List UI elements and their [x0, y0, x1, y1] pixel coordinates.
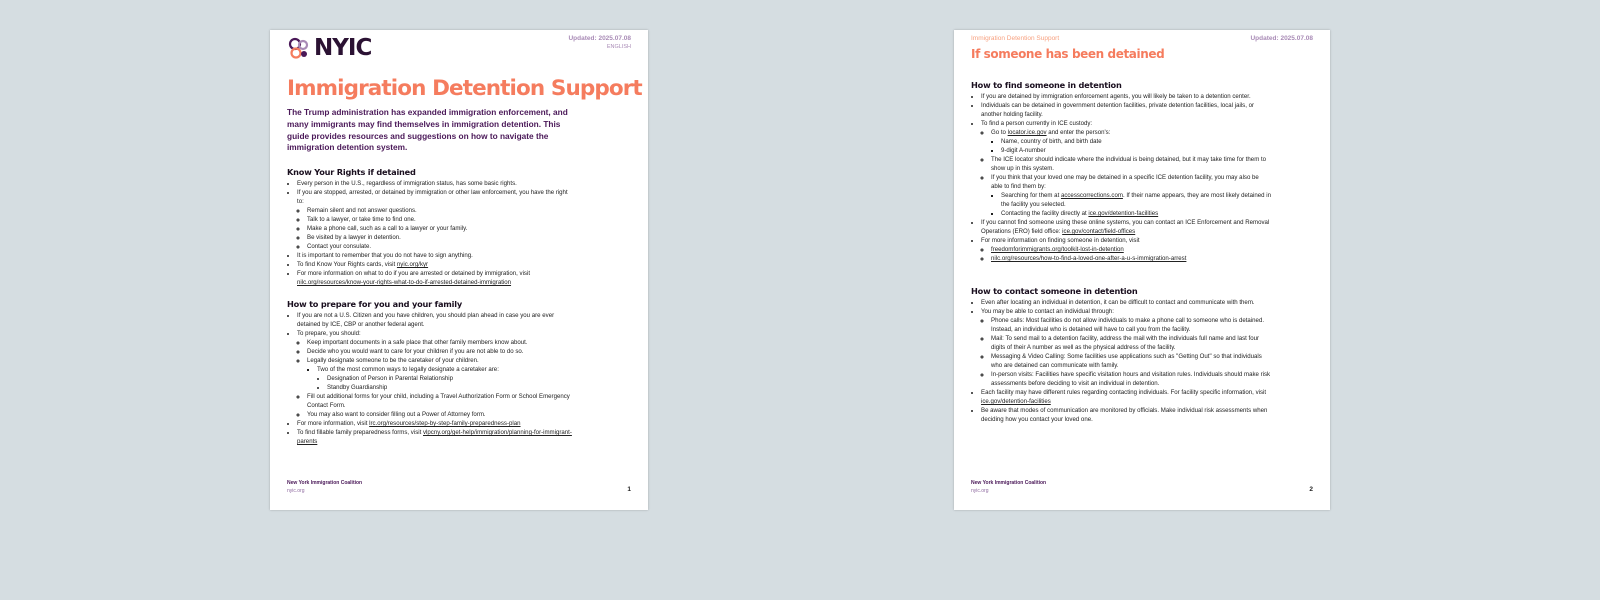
- list-item: ◦ Contact your consulate.: [307, 242, 572, 251]
- list-item: [297, 188, 572, 251]
- list-item: • Even after locating an individual in detention, it can be difficult to contact and communicate with them.: [981, 298, 1271, 307]
- list-item: ◦ Phone calls: Most facilities do not allow individuals to make a phone call to someone who is detained. Instead, an individual who is detained will have to call you from the facility.: [991, 316, 1271, 334]
- freedom-for-immigrants-link[interactable]: freedomforimmigrants.org/toolkit-lost-in-detention: [991, 246, 1124, 253]
- list-item-text: and enter the person's:: [1046, 129, 1111, 136]
- detention-facilities-link[interactable]: ice.gov/detention-facilities: [1088, 210, 1159, 217]
- lrc-link[interactable]: lrc.org/resources/step-by-step-family-preparedness-plan: [369, 420, 521, 427]
- list-item: ◦ Fill out additional forms for your child, including a Travel Authorization Form or School Emergency Contact Form.: [307, 392, 572, 410]
- bullet-list: [287, 179, 572, 287]
- detention-facilities-link[interactable]: ice.gov/detention-facilities: [981, 398, 1051, 405]
- section-prepare-family: [287, 299, 572, 446]
- list-item: [991, 245, 1271, 254]
- list-item: [981, 307, 1271, 388]
- page-number: 1: [627, 486, 631, 493]
- list-item: [307, 356, 572, 392]
- section-heading: How to contact someone in detention: [971, 286, 1138, 296]
- list-item: ▪ Name, country of birth, and birth date: [1001, 137, 1271, 146]
- list-item: [297, 329, 572, 419]
- list-item: ◦ Decide who you would want to care for your children if you are not able to do so.: [307, 347, 572, 356]
- list-item: [297, 260, 572, 269]
- page-number: 2: [1309, 486, 1313, 493]
- list-item: ◦ In-person visits: Facilities have specific visitation hours and visitation rules. Individuals should make risk assessments before deciding to visit an individual in detention.: [991, 370, 1271, 388]
- updated-date: Updated: 2025.07.08: [568, 35, 631, 42]
- sub-list: [991, 191, 1271, 218]
- footer-organization: New York Immigration Coalition: [287, 480, 363, 486]
- footer-organization: New York Immigration Coalition: [971, 480, 1047, 486]
- sub-list: [981, 128, 1271, 218]
- list-item: ◦ You may also want to consider filling out a Power of Attorney form.: [307, 410, 572, 419]
- section-contact-someone: [971, 286, 1271, 424]
- section-heading: How to prepare for you and your family: [287, 299, 462, 309]
- list-item: • Be aware that modes of communication are monitored by officials. Make individual risk assessments when deciding how you contact your loved one.: [981, 406, 1271, 424]
- list-item: [981, 218, 1271, 236]
- bullet-list: [971, 298, 1271, 424]
- sub-list: [981, 245, 1271, 263]
- page-title: If someone has been detained: [971, 47, 1165, 61]
- list-item: [297, 419, 572, 428]
- list-item: ◦ Mail: To send mail to a detention facility, address the mail with the individuals full name and last four digits of their A number as well as the physical address of the facility.: [991, 334, 1271, 352]
- list-item: ◦ Messaging & Video Calling: Some facilities use applications such as "Getting Out" so that individuals who are detained can communicate with family.: [991, 352, 1271, 370]
- intro-paragraph: The Trump administration has expanded immigration enforcement, and many immigrants may find themselves in immigration detention. This guide provides resources and suggestions on how to navigate the immigration detention system.: [287, 107, 568, 153]
- list-item-text: You may be able to contact an individual through:: [981, 308, 1114, 315]
- list-item: [991, 128, 1271, 155]
- list-item: ◦ The ICE locator should indicate where the individual is being detained, but it may take time for them to show up in this system.: [991, 155, 1271, 173]
- list-item: [981, 236, 1271, 263]
- list-item-text: For more information on what to do if you are arrested or detained by immigration, visit: [297, 270, 531, 277]
- list-item: [981, 119, 1271, 218]
- list-item: ◦ Talk to a lawyer, or take time to find one.: [307, 215, 572, 224]
- nyic-logo-icon: [287, 36, 311, 60]
- list-item: • Individuals can be detained in government detention facilities, private detention facilities, local jails, or another holding facility.: [981, 101, 1271, 119]
- list-item-text: Each facility may have different rules regarding contacting individuals. For facility specific information, visit: [981, 389, 1267, 396]
- list-item: [297, 269, 572, 287]
- list-item: [991, 254, 1271, 263]
- list-item-text: If you cannot find someone using these online systems, you can contact an ICE Enforcement and Removal Operations (ERO) field office:: [981, 219, 1270, 235]
- list-item-text: If you are stopped, arrested, or detained by immigration or other law enforcement, you have the right to:: [297, 189, 568, 205]
- nyic-logo: [287, 35, 371, 61]
- list-item: ◦ Be visited by a lawyer in detention.: [307, 233, 572, 242]
- list-item: [297, 428, 572, 446]
- field-offices-link[interactable]: ice.gov/contact/field-offices: [1062, 228, 1136, 235]
- vlpcny-link[interactable]: vlpcny.org/get-help/immigration/planning-for-immigrant-parents: [297, 429, 572, 445]
- updated-date: Updated: 2025.07.08: [1250, 35, 1313, 42]
- logo-text: NYIC: [314, 35, 372, 61]
- bullet-list: [971, 92, 1271, 263]
- sub-list: [317, 374, 572, 392]
- sub-list: [981, 316, 1271, 388]
- list-item: [991, 173, 1271, 218]
- list-item: • Every person in the U.S., regardless of immigration status, has some basic rights.: [297, 179, 572, 188]
- bullet-list: [287, 311, 572, 446]
- page-title: Immigration Detention Support: [287, 76, 642, 101]
- kyr-link[interactable]: nyic.org/kyr: [396, 261, 429, 268]
- section-know-your-rights: [287, 167, 572, 287]
- list-item-text: Contacting the facility directly at: [1001, 210, 1089, 217]
- list-item-text: To find Know Your Rights cards, visit: [297, 261, 397, 268]
- list-item: ◦ Make a phone call, such as a call to a lawyer or your family.: [307, 224, 572, 233]
- list-item: • If you are not a U.S. Citizen and you have children, you should plan ahead in case you are ever detained by ICE, CBP or another federal agent.: [297, 311, 572, 329]
- document-page-2: [954, 30, 1330, 510]
- list-item-text: Two of the most common ways to legally designate a caretaker are:: [317, 366, 499, 373]
- sub-list: [297, 206, 572, 251]
- ice-locator-link[interactable]: locator.ice.gov: [1007, 129, 1047, 136]
- sub-list: [307, 365, 572, 392]
- footer-url: nyic.org: [971, 488, 989, 494]
- footer-url: nyic.org: [287, 488, 305, 494]
- list-item: • Designation of Person in Parental Relationship: [327, 374, 572, 383]
- section-heading: Know Your Rights if detained: [287, 167, 416, 177]
- list-item: ▪ 9-digit A-number: [1001, 146, 1271, 155]
- nilc-find-loved-one-link[interactable]: nilc.org/resources/how-to-find-a-loved-one-after-a-u-s-immigration-arrest: [991, 255, 1187, 262]
- list-item-text: If you think that your loved one may be detained in a specific ICE detention facility, you may also be able to find them by:: [991, 174, 1259, 190]
- sub-list: [297, 338, 572, 419]
- list-item: • Standby Guardianship: [327, 383, 572, 392]
- list-item: ◦ Remain silent and not answer questions.: [307, 206, 572, 215]
- document-page-1: [270, 30, 648, 510]
- list-item-text: To find fillable family preparedness forms, visit: [297, 429, 423, 436]
- list-item: [1001, 191, 1271, 209]
- list-item: • If you are detained by immigration enforcement agents, you will likely be taken to a detention center.: [981, 92, 1271, 101]
- list-item: • It is important to remember that you do not have to sign anything.: [297, 251, 572, 260]
- section-heading: How to find someone in detention: [971, 80, 1122, 90]
- running-header: Immigration Detention Support: [971, 35, 1060, 42]
- list-item: [317, 365, 572, 392]
- language-label: ENGLISH: [606, 44, 631, 50]
- sub-list: [991, 137, 1271, 155]
- list-item-text: . If their name appears, they are most likely detained in the facility you selected.: [1001, 192, 1271, 208]
- list-item-text: For more information on finding someone in detention, visit: [981, 237, 1140, 244]
- list-item: [981, 388, 1271, 406]
- accesscorrections-link[interactable]: accesscorrections.com: [1060, 192, 1123, 199]
- list-item-text: To prepare, you should:: [297, 330, 361, 337]
- section-find-someone: [971, 80, 1271, 263]
- list-item-text: To find a person currently in ICE custody:: [981, 120, 1093, 127]
- list-item-text: Searching for them at: [1001, 192, 1061, 199]
- list-item-text: For more information, visit: [297, 420, 370, 427]
- list-item-text: Legally designate someone to be the caretaker of your children.: [307, 357, 479, 364]
- list-item-text: Go to: [991, 129, 1008, 136]
- list-item: [1001, 209, 1271, 218]
- list-item: ◦ Keep important documents in a safe place that other family members know about.: [307, 338, 572, 347]
- nilc-kyr-link[interactable]: nilc.org/resources/know-your-rights-what-to-do-if-arrested-detained-immigration: [297, 279, 512, 286]
